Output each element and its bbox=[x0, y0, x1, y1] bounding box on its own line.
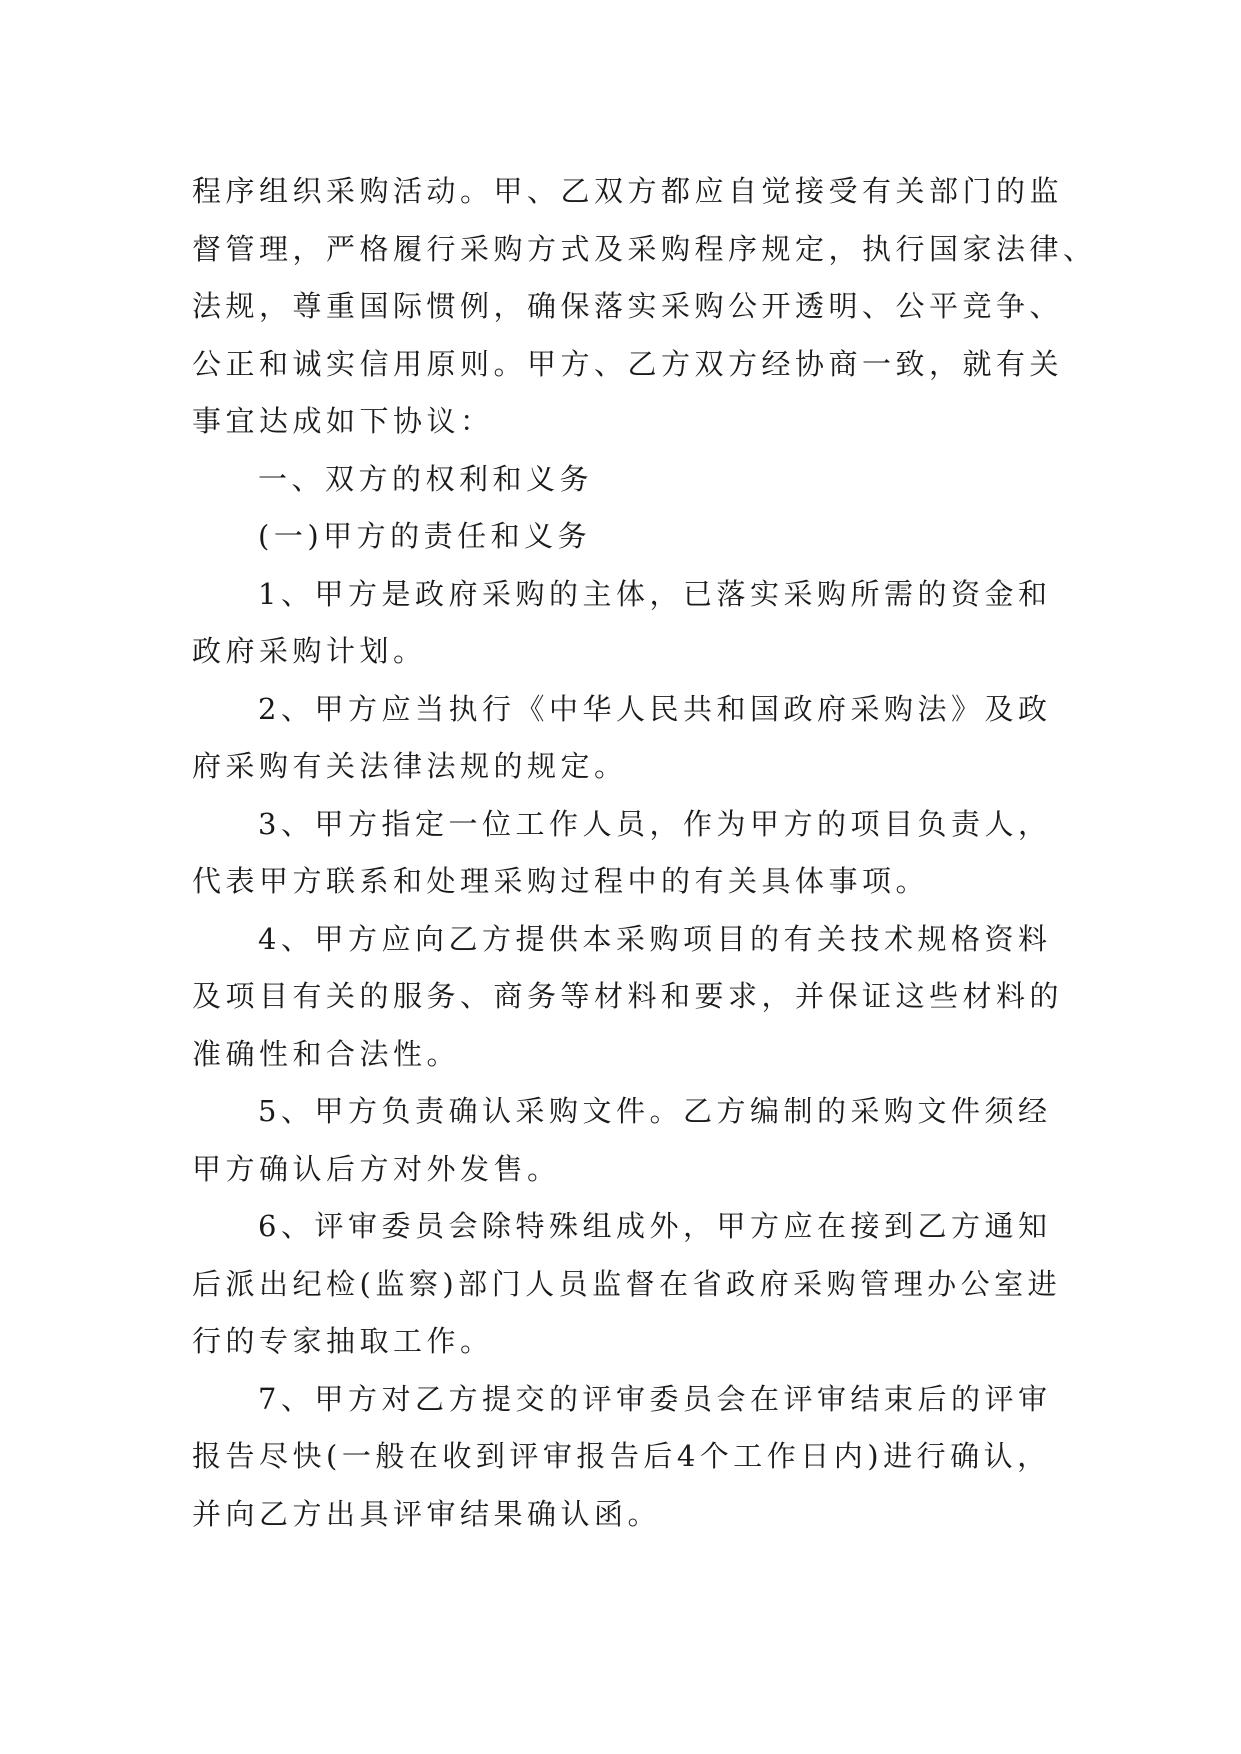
text-line: 行的专家抽取工作。 bbox=[192, 1324, 494, 1358]
document-body bbox=[192, 163, 1097, 1543]
text-line: 2、甲方应当执行《中华人民共和国政府采购法》及政 bbox=[258, 691, 1052, 726]
text-line: 法规，尊重国际惯例，确保落实采购公开透明、公平竞争、 bbox=[192, 289, 1064, 323]
text-line: 甲方确认后方对外发售。 bbox=[192, 1151, 561, 1186]
text-line: 政府采购计划。 bbox=[192, 634, 427, 668]
text-line: 一、双方的权利和义务 bbox=[258, 461, 594, 496]
text-line: 事宜达成如下协议： bbox=[192, 404, 494, 438]
text-line: 程序组织采购活动。甲、乙双方都应自觉接受有关部门的监 bbox=[192, 174, 1064, 208]
text-line: 后派出纪检(监察)部门人员监督在省政府采购管理办公室进 bbox=[192, 1266, 1062, 1301]
text-line: 及项目有关的服务、商务等材料和要求，并保证这些材料的 bbox=[192, 979, 1064, 1013]
text-line: 3、甲方指定一位工作人员，作为甲方的项目负责人， bbox=[258, 806, 1052, 841]
text-line: 府采购有关法律法规的规定。 bbox=[192, 749, 628, 783]
text-line: 公正和诚实信用原则。甲方、乙方双方经协商一致，就有关 bbox=[192, 346, 1064, 381]
text-line: 7、甲方对乙方提交的评审委员会在评审结束后的评审 bbox=[258, 1381, 1052, 1416]
text-line: 6、评审委员会除特殊组成外，甲方应在接到乙方通知 bbox=[258, 1209, 1052, 1243]
text-line: 1、甲方是政府采购的主体，已落实采购所需的资金和 bbox=[258, 576, 1052, 611]
text-line: 4、甲方应向乙方提供本采购项目的有关技术规格资料 bbox=[258, 921, 1052, 956]
text-line: 并向乙方出具评审结果确认函。 bbox=[192, 1496, 662, 1531]
text-line: 代表甲方联系和处理采购过程中的有关具体事项。 bbox=[192, 864, 930, 898]
text-line: 准确性和合法性。 bbox=[192, 1036, 461, 1071]
text-line: 督管理，严格履行采购方式及采购程序规定，执行国家法律、 bbox=[192, 231, 1097, 266]
text-line: 5、甲方负责确认采购文件。乙方编制的采购文件须经 bbox=[258, 1094, 1052, 1128]
text-line: 报告尽快(一般在收到评审报告后4个工作日内)进行确认， bbox=[192, 1439, 1051, 1473]
text-line: (一)甲方的责任和义务 bbox=[258, 519, 592, 553]
